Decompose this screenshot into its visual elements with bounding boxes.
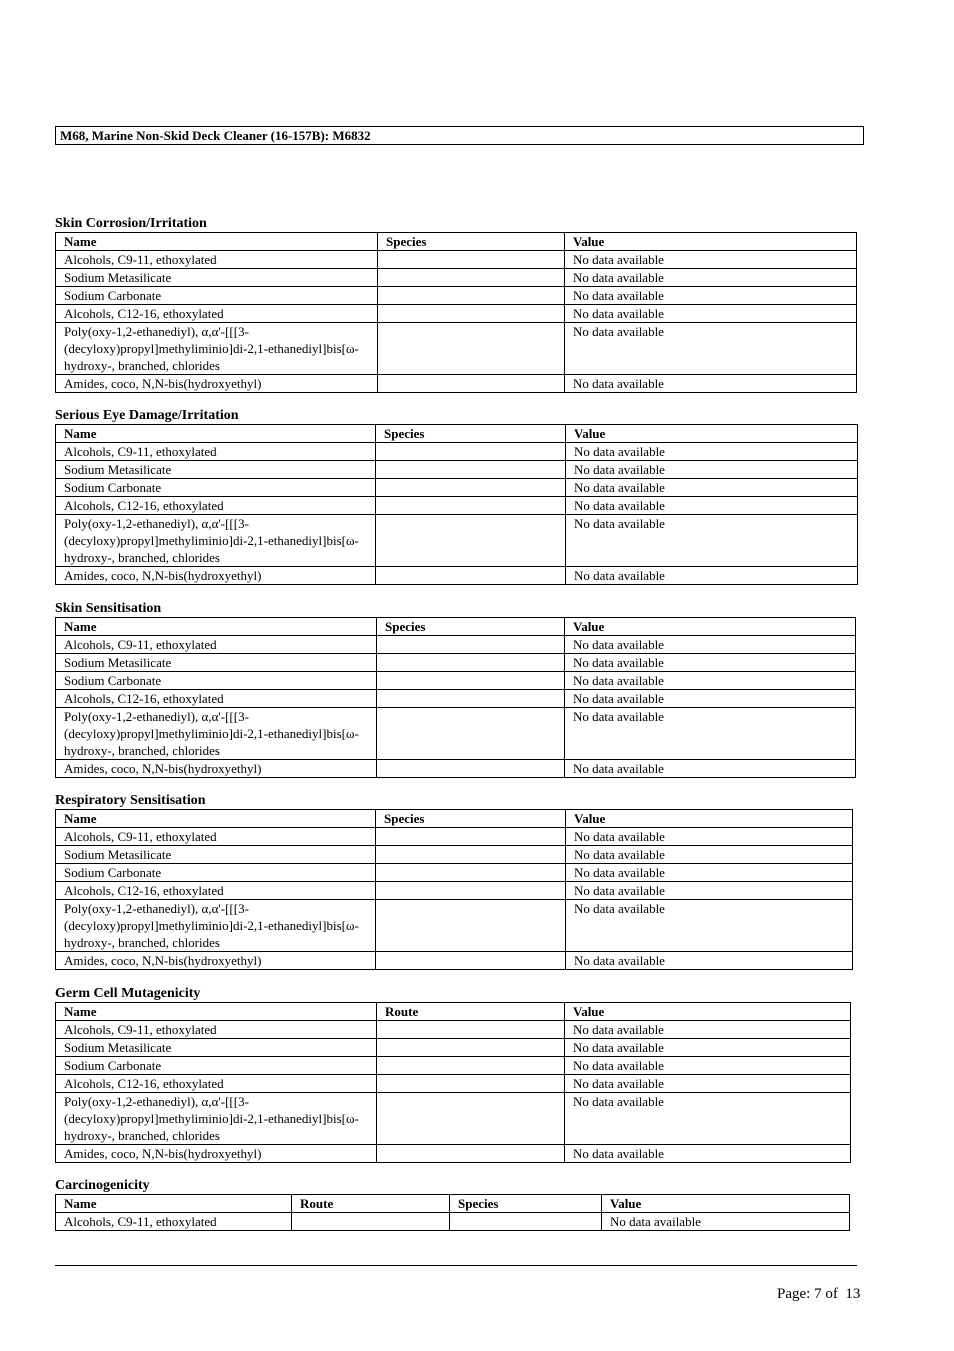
species-cell [378,269,565,287]
substance-name: Sodium Metasilicate [56,654,377,672]
value-cell: No data available [566,952,853,970]
table-row [56,305,857,323]
value-cell: No data available [565,1075,851,1093]
substance-name: Sodium Carbonate [56,1057,377,1075]
table-row [56,251,857,269]
footer-divider [55,1265,857,1266]
substance-name: Alcohols, C12-16, ethoxylated [56,497,376,515]
column-header-name: Name [56,425,376,443]
table-row [56,269,857,287]
species-cell [376,515,566,567]
table-row [56,952,853,970]
column-header-name: Name [56,618,377,636]
species-cell [376,952,566,970]
table-row [56,1057,851,1075]
species-cell [376,882,566,900]
table-row [56,323,857,375]
substance-name: Alcohols, C9-11, ethoxylated [56,1021,377,1039]
value-cell: No data available [565,760,856,778]
page-current: 7 [814,1286,822,1302]
table-row [56,287,857,305]
value-cell: No data available [566,461,858,479]
table-row [56,375,857,393]
substance-name: Sodium Carbonate [56,287,378,305]
substance-name: Alcohols, C12-16, ethoxylated [56,1075,377,1093]
column-header-species: Species [450,1195,602,1213]
table-row [56,708,856,760]
value-cell: No data available [565,690,856,708]
page-label: Page: [777,1286,811,1302]
table-row [56,690,856,708]
substance-name: Sodium Metasilicate [56,269,378,287]
page-of-label: of [825,1286,838,1302]
species-cell [376,461,566,479]
table-row [56,479,858,497]
route-cell [377,1075,565,1093]
substance-name: Sodium Metasilicate [56,1039,377,1057]
section-germ-cell-mutagenicity [55,985,851,1163]
table-row [56,1021,851,1039]
species-cell [378,305,565,323]
value-cell: No data available [566,846,853,864]
substance-name: Poly(oxy-1,2-ethanediyl), α,α'-[[[3-(decyloxy)propyl]methyliminio]di-2,1-ethanediyl]bis[ω-hydroxy-, branched, chlorides [56,323,378,375]
substance-name: Amides, coco, N,N-bis(hydroxyethyl) [56,567,376,585]
species-cell [377,708,565,760]
route-cell [377,1057,565,1075]
species-cell [377,636,565,654]
germ-cell-table [55,1002,851,1163]
section-eye-damage [55,407,858,585]
table-row [56,497,858,515]
table-row [56,828,853,846]
substance-name: Amides, coco, N,N-bis(hydroxyethyl) [56,952,376,970]
table-row [56,1213,850,1231]
table-row [56,1145,851,1163]
section-respiratory-sensitisation [55,792,853,970]
value-cell: No data available [565,1093,851,1145]
column-header-name: Name [56,233,378,251]
species-cell [377,672,565,690]
column-header-species: Species [377,618,565,636]
value-cell: No data available [565,269,857,287]
column-header-value: Value [565,233,857,251]
species-cell [376,479,566,497]
substance-name: Alcohols, C9-11, ethoxylated [56,443,376,461]
document-header: M68, Marine Non-Skid Deck Cleaner (16-157B): M6832 [55,126,864,145]
value-cell: No data available [565,654,856,672]
column-header-species: Species [378,233,565,251]
value-cell: No data available [565,1145,851,1163]
table-row [56,1075,851,1093]
value-cell: No data available [565,375,857,393]
value-cell: No data available [565,251,857,269]
section-title: Serious Eye Damage/Irritation [55,408,239,423]
species-cell [376,497,566,515]
column-header-value: Value [566,425,858,443]
substance-name: Alcohols, C9-11, ethoxylated [56,1213,292,1231]
route-cell [292,1213,450,1231]
value-cell: No data available [565,672,856,690]
table-row [56,515,858,567]
value-cell: No data available [566,828,853,846]
value-cell: No data available [566,882,853,900]
table-header-row [56,1003,851,1021]
value-cell: No data available [566,900,853,952]
substance-name: Amides, coco, N,N-bis(hydroxyethyl) [56,375,378,393]
species-cell [378,251,565,269]
page-number [777,1286,860,1303]
value-cell: No data available [566,497,858,515]
species-cell [378,323,565,375]
species-cell [376,846,566,864]
column-header-value: Value [602,1195,850,1213]
column-header-name: Name [56,810,376,828]
table-header-row [56,425,858,443]
substance-name: Alcohols, C12-16, ethoxylated [56,882,376,900]
section-skin-sensitisation [55,600,856,778]
table-row [56,760,856,778]
table-row [56,900,853,952]
value-cell: No data available [566,567,858,585]
table-row [56,672,856,690]
column-header-species: Species [376,425,566,443]
table-row [56,636,856,654]
substance-name: Alcohols, C9-11, ethoxylated [56,828,376,846]
table-row [56,882,853,900]
value-cell: No data available [566,864,853,882]
species-cell [378,287,565,305]
species-cell [376,443,566,461]
page-total: 13 [845,1286,861,1302]
substance-name: Sodium Carbonate [56,672,377,690]
table-row [56,1039,851,1057]
substance-name: Alcohols, C9-11, ethoxylated [56,636,377,654]
substance-name: Poly(oxy-1,2-ethanediyl), α,α'-[[[3-(decyloxy)propyl]methyliminio]di-2,1-ethanediyl]bis[ω-hydroxy-, branched, chlorides [56,900,376,952]
section-title: Respiratory Sensitisation [55,793,206,808]
section-title: Carcinogenicity [55,1178,150,1193]
value-cell: No data available [565,1039,851,1057]
column-header-route: Route [377,1003,565,1021]
substance-name: Sodium Metasilicate [56,461,376,479]
table-header-row [56,810,853,828]
section-title: Skin Sensitisation [55,601,162,616]
carcinogenicity-table [55,1194,850,1231]
skin-sensitisation-table [55,617,856,778]
table-row [56,846,853,864]
substance-name: Sodium Carbonate [56,864,376,882]
substance-name: Alcohols, C9-11, ethoxylated [56,251,378,269]
substance-name: Alcohols, C12-16, ethoxylated [56,690,377,708]
value-cell: No data available [565,708,856,760]
value-cell: No data available [602,1213,850,1231]
value-cell: No data available [565,1021,851,1039]
substance-name: Poly(oxy-1,2-ethanediyl), α,α'-[[[3-(decyloxy)propyl]methyliminio]di-2,1-ethanediyl]bis[ω-hydroxy-, branched, chlorides [56,515,376,567]
value-cell: No data available [565,1057,851,1075]
table-row [56,461,858,479]
value-cell: No data available [565,323,857,375]
skin-corrosion-table [55,232,857,393]
column-header-value: Value [566,810,853,828]
table-header-row [56,233,857,251]
value-cell: No data available [566,515,858,567]
species-cell [376,864,566,882]
column-header-name: Name [56,1003,377,1021]
section-title: Skin Corrosion/Irritation [55,216,207,231]
section-skin-corrosion [55,215,857,393]
value-cell: No data available [566,479,858,497]
substance-name: Sodium Carbonate [56,479,376,497]
species-cell [377,690,565,708]
section-title: Germ Cell Mutagenicity [55,986,201,1001]
substance-name: Amides, coco, N,N-bis(hydroxyethyl) [56,760,377,778]
table-row [56,567,858,585]
section-carcinogenicity [55,1177,850,1231]
substance-name: Poly(oxy-1,2-ethanediyl), α,α'-[[[3-(decyloxy)propyl]methyliminio]di-2,1-ethanediyl]bis[ω-hydroxy-, branched, chlorides [56,708,377,760]
table-header-row [56,618,856,636]
value-cell: No data available [565,305,857,323]
species-cell [376,828,566,846]
route-cell [377,1021,565,1039]
route-cell [377,1039,565,1057]
column-header-value: Value [565,1003,851,1021]
value-cell: No data available [565,287,857,305]
column-header-name: Name [56,1195,292,1213]
table-row [56,1093,851,1145]
eye-damage-table [55,424,858,585]
species-cell [377,654,565,672]
table-header-row [56,1195,850,1213]
species-cell [377,760,565,778]
species-cell [450,1213,602,1231]
substance-name: Poly(oxy-1,2-ethanediyl), α,α'-[[[3-(decyloxy)propyl]methyliminio]di-2,1-ethanediyl]bis[ω-hydroxy-, branched, chlorides [56,1093,377,1145]
value-cell: No data available [565,636,856,654]
substance-name: Sodium Metasilicate [56,846,376,864]
column-header-route: Route [292,1195,450,1213]
table-row [56,443,858,461]
column-header-species: Species [376,810,566,828]
substance-name: Amides, coco, N,N-bis(hydroxyethyl) [56,1145,377,1163]
route-cell [377,1093,565,1145]
species-cell [378,375,565,393]
table-row [56,864,853,882]
value-cell: No data available [566,443,858,461]
route-cell [377,1145,565,1163]
table-row [56,654,856,672]
column-header-value: Value [565,618,856,636]
species-cell [376,900,566,952]
species-cell [376,567,566,585]
respiratory-sensitisation-table [55,809,853,970]
substance-name: Alcohols, C12-16, ethoxylated [56,305,378,323]
